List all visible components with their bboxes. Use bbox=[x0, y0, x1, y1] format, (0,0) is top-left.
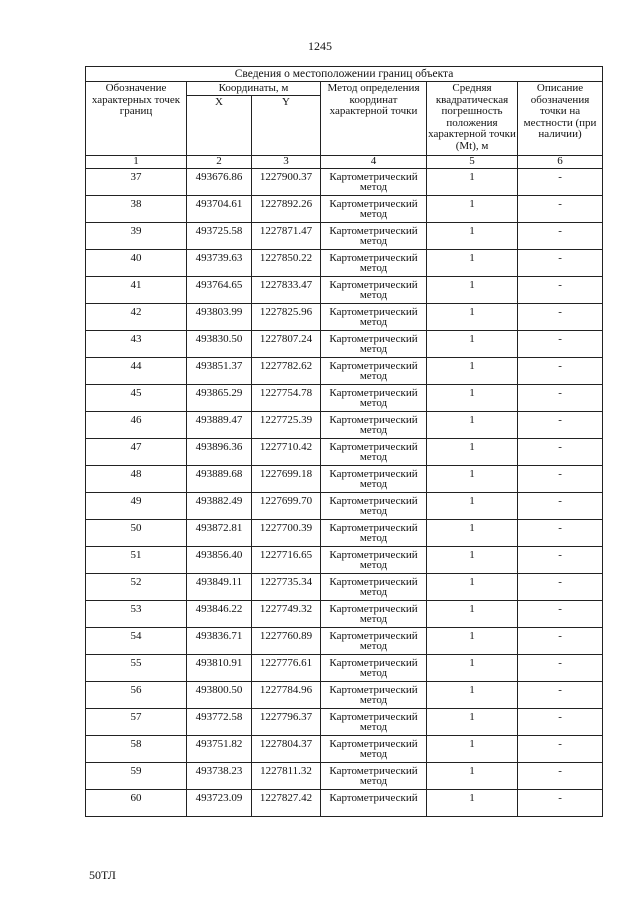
x-coordinate-cell: 493725.58 bbox=[187, 222, 252, 249]
accuracy-cell: 1 bbox=[427, 330, 518, 357]
table-row bbox=[86, 330, 603, 357]
point-cell: 48 bbox=[86, 465, 187, 492]
y-coordinate-cell: 1227850.22 bbox=[252, 249, 321, 276]
description-cell: - bbox=[518, 411, 603, 438]
column-number: 3 bbox=[252, 155, 321, 168]
point-cell: 47 bbox=[86, 438, 187, 465]
point-cell: 53 bbox=[86, 600, 187, 627]
point-cell: 54 bbox=[86, 627, 187, 654]
y-coordinate-cell: 1227784.96 bbox=[252, 681, 321, 708]
method-cell: Картометрический метод bbox=[321, 519, 427, 546]
y-coordinate-cell: 1227892.26 bbox=[252, 195, 321, 222]
x-coordinate-cell: 493810.91 bbox=[187, 654, 252, 681]
table-caption: Сведения о местоположении границ объекта bbox=[86, 67, 603, 82]
description-cell: - bbox=[518, 249, 603, 276]
table-row bbox=[86, 303, 603, 330]
point-cell: 58 bbox=[86, 735, 187, 762]
header-coords: Координаты, м bbox=[187, 82, 321, 96]
table-row bbox=[86, 249, 603, 276]
accuracy-cell: 1 bbox=[427, 168, 518, 195]
description-cell: - bbox=[518, 681, 603, 708]
description-cell: - bbox=[518, 465, 603, 492]
description-cell: - bbox=[518, 168, 603, 195]
accuracy-cell: 1 bbox=[427, 654, 518, 681]
method-cell: Картометрический метод bbox=[321, 357, 427, 384]
header-y: Y bbox=[252, 95, 321, 155]
y-coordinate-cell: 1227807.24 bbox=[252, 330, 321, 357]
accuracy-cell: 1 bbox=[427, 384, 518, 411]
method-cell: Картометрический метод bbox=[321, 222, 427, 249]
point-cell: 55 bbox=[86, 654, 187, 681]
method-cell: Картометрический метод bbox=[321, 195, 427, 222]
y-coordinate-cell: 1227827.42 bbox=[252, 789, 321, 816]
x-coordinate-cell: 493896.36 bbox=[187, 438, 252, 465]
table-row bbox=[86, 708, 603, 735]
point-cell: 45 bbox=[86, 384, 187, 411]
x-coordinate-cell: 493889.47 bbox=[187, 411, 252, 438]
table-row bbox=[86, 438, 603, 465]
description-cell: - bbox=[518, 222, 603, 249]
y-coordinate-cell: 1227811.32 bbox=[252, 762, 321, 789]
point-cell: 46 bbox=[86, 411, 187, 438]
table-row bbox=[86, 762, 603, 789]
y-coordinate-cell: 1227776.61 bbox=[252, 654, 321, 681]
point-cell: 50 bbox=[86, 519, 187, 546]
x-coordinate-cell: 493882.49 bbox=[187, 492, 252, 519]
y-coordinate-cell: 1227716.65 bbox=[252, 546, 321, 573]
description-cell: - bbox=[518, 627, 603, 654]
description-cell: - bbox=[518, 492, 603, 519]
header-x: X bbox=[187, 95, 252, 155]
table-row bbox=[86, 195, 603, 222]
x-coordinate-cell: 493704.61 bbox=[187, 195, 252, 222]
description-cell: - bbox=[518, 789, 603, 816]
point-cell: 60 bbox=[86, 789, 187, 816]
accuracy-cell: 1 bbox=[427, 249, 518, 276]
x-coordinate-cell: 493800.50 bbox=[187, 681, 252, 708]
x-coordinate-cell: 493803.99 bbox=[187, 303, 252, 330]
accuracy-cell: 1 bbox=[427, 600, 518, 627]
point-cell: 41 bbox=[86, 276, 187, 303]
footer-code: 50ТЛ bbox=[89, 868, 116, 882]
x-coordinate-cell: 493723.09 bbox=[187, 789, 252, 816]
header-accuracy: Средняя квадратическая погрешность положения характерной точки (Mt), м bbox=[427, 82, 518, 156]
accuracy-cell: 1 bbox=[427, 789, 518, 816]
table-row bbox=[86, 654, 603, 681]
method-cell: Картометрический метод bbox=[321, 654, 427, 681]
y-coordinate-cell: 1227900.37 bbox=[252, 168, 321, 195]
accuracy-cell: 1 bbox=[427, 195, 518, 222]
table-row bbox=[86, 276, 603, 303]
method-cell: Картометрический метод bbox=[321, 384, 427, 411]
point-cell: 42 bbox=[86, 303, 187, 330]
accuracy-cell: 1 bbox=[427, 357, 518, 384]
description-cell: - bbox=[518, 303, 603, 330]
point-cell: 38 bbox=[86, 195, 187, 222]
y-coordinate-cell: 1227796.37 bbox=[252, 708, 321, 735]
table-row bbox=[86, 573, 603, 600]
accuracy-cell: 1 bbox=[427, 492, 518, 519]
table-row bbox=[86, 627, 603, 654]
y-coordinate-cell: 1227804.37 bbox=[252, 735, 321, 762]
y-coordinate-cell: 1227760.89 bbox=[252, 627, 321, 654]
table-row bbox=[86, 384, 603, 411]
table-row bbox=[86, 546, 603, 573]
description-cell: - bbox=[518, 330, 603, 357]
accuracy-cell: 1 bbox=[427, 573, 518, 600]
column-number-row bbox=[86, 155, 603, 168]
accuracy-cell: 1 bbox=[427, 735, 518, 762]
header-method: Метод определения координат характерной точки bbox=[321, 82, 427, 156]
y-coordinate-cell: 1227725.39 bbox=[252, 411, 321, 438]
table-row bbox=[86, 357, 603, 384]
accuracy-cell: 1 bbox=[427, 708, 518, 735]
table-row bbox=[86, 600, 603, 627]
point-cell: 51 bbox=[86, 546, 187, 573]
accuracy-cell: 1 bbox=[427, 465, 518, 492]
x-coordinate-cell: 493865.29 bbox=[187, 384, 252, 411]
method-cell: Картометрический метод bbox=[321, 708, 427, 735]
column-number: 6 bbox=[518, 155, 603, 168]
method-cell: Картометрический метод bbox=[321, 303, 427, 330]
point-cell: 59 bbox=[86, 762, 187, 789]
method-cell: Картометрический метод bbox=[321, 762, 427, 789]
table-row bbox=[86, 789, 603, 816]
method-cell: Картометрический bbox=[321, 789, 427, 816]
point-cell: 57 bbox=[86, 708, 187, 735]
description-cell: - bbox=[518, 276, 603, 303]
accuracy-cell: 1 bbox=[427, 411, 518, 438]
x-coordinate-cell: 493889.68 bbox=[187, 465, 252, 492]
accuracy-cell: 1 bbox=[427, 681, 518, 708]
method-cell: Картометрический метод bbox=[321, 168, 427, 195]
description-cell: - bbox=[518, 384, 603, 411]
table-row bbox=[86, 222, 603, 249]
point-cell: 49 bbox=[86, 492, 187, 519]
y-coordinate-cell: 1227710.42 bbox=[252, 438, 321, 465]
point-cell: 44 bbox=[86, 357, 187, 384]
y-coordinate-cell: 1227833.47 bbox=[252, 276, 321, 303]
point-cell: 37 bbox=[86, 168, 187, 195]
method-cell: Картометрический метод bbox=[321, 573, 427, 600]
table-row bbox=[86, 492, 603, 519]
x-coordinate-cell: 493764.65 bbox=[187, 276, 252, 303]
description-cell: - bbox=[518, 357, 603, 384]
method-cell: Картометрический метод bbox=[321, 627, 427, 654]
method-cell: Картометрический метод bbox=[321, 411, 427, 438]
table-row bbox=[86, 735, 603, 762]
table-body bbox=[86, 168, 603, 816]
x-coordinate-cell: 493851.37 bbox=[187, 357, 252, 384]
description-cell: - bbox=[518, 600, 603, 627]
x-coordinate-cell: 493836.71 bbox=[187, 627, 252, 654]
y-coordinate-cell: 1227735.34 bbox=[252, 573, 321, 600]
method-cell: Картометрический метод bbox=[321, 546, 427, 573]
accuracy-cell: 1 bbox=[427, 438, 518, 465]
method-cell: Картометрический метод bbox=[321, 276, 427, 303]
y-coordinate-cell: 1227699.70 bbox=[252, 492, 321, 519]
description-cell: - bbox=[518, 438, 603, 465]
method-cell: Картометрический метод bbox=[321, 465, 427, 492]
method-cell: Картометрический метод bbox=[321, 492, 427, 519]
table-row bbox=[86, 465, 603, 492]
table-row bbox=[86, 519, 603, 546]
x-coordinate-cell: 493738.23 bbox=[187, 762, 252, 789]
y-coordinate-cell: 1227754.78 bbox=[252, 384, 321, 411]
accuracy-cell: 1 bbox=[427, 519, 518, 546]
method-cell: Картометрический метод bbox=[321, 438, 427, 465]
x-coordinate-cell: 493846.22 bbox=[187, 600, 252, 627]
method-cell: Картометрический метод bbox=[321, 600, 427, 627]
x-coordinate-cell: 493739.63 bbox=[187, 249, 252, 276]
accuracy-cell: 1 bbox=[427, 762, 518, 789]
description-cell: - bbox=[518, 546, 603, 573]
table-row bbox=[86, 681, 603, 708]
table-row bbox=[86, 411, 603, 438]
y-coordinate-cell: 1227782.62 bbox=[252, 357, 321, 384]
description-cell: - bbox=[518, 195, 603, 222]
point-cell: 43 bbox=[86, 330, 187, 357]
method-cell: Картометрический метод bbox=[321, 735, 427, 762]
point-cell: 39 bbox=[86, 222, 187, 249]
x-coordinate-cell: 493676.86 bbox=[187, 168, 252, 195]
point-cell: 52 bbox=[86, 573, 187, 600]
x-coordinate-cell: 493751.82 bbox=[187, 735, 252, 762]
accuracy-cell: 1 bbox=[427, 222, 518, 249]
description-cell: - bbox=[518, 735, 603, 762]
accuracy-cell: 1 bbox=[427, 627, 518, 654]
x-coordinate-cell: 493830.50 bbox=[187, 330, 252, 357]
x-coordinate-cell: 493856.40 bbox=[187, 546, 252, 573]
accuracy-cell: 1 bbox=[427, 303, 518, 330]
description-cell: - bbox=[518, 519, 603, 546]
column-number: 4 bbox=[321, 155, 427, 168]
method-cell: Картометрический метод bbox=[321, 330, 427, 357]
accuracy-cell: 1 bbox=[427, 276, 518, 303]
page-number: 1245 bbox=[308, 39, 332, 53]
y-coordinate-cell: 1227699.18 bbox=[252, 465, 321, 492]
point-cell: 40 bbox=[86, 249, 187, 276]
header-description: Описание обозначения точки на местности (при наличии) bbox=[518, 82, 603, 156]
description-cell: - bbox=[518, 762, 603, 789]
method-cell: Картометрический метод bbox=[321, 249, 427, 276]
column-number: 5 bbox=[427, 155, 518, 168]
column-number: 1 bbox=[86, 155, 187, 168]
point-cell: 56 bbox=[86, 681, 187, 708]
description-cell: - bbox=[518, 573, 603, 600]
y-coordinate-cell: 1227825.96 bbox=[252, 303, 321, 330]
y-coordinate-cell: 1227749.32 bbox=[252, 600, 321, 627]
description-cell: - bbox=[518, 654, 603, 681]
y-coordinate-cell: 1227871.47 bbox=[252, 222, 321, 249]
table-row bbox=[86, 168, 603, 195]
x-coordinate-cell: 493849.11 bbox=[187, 573, 252, 600]
column-number: 2 bbox=[187, 155, 252, 168]
method-cell: Картометрический метод bbox=[321, 681, 427, 708]
accuracy-cell: 1 bbox=[427, 546, 518, 573]
boundary-coordinates-table bbox=[85, 66, 603, 817]
description-cell: - bbox=[518, 708, 603, 735]
x-coordinate-cell: 493872.81 bbox=[187, 519, 252, 546]
x-coordinate-cell: 493772.58 bbox=[187, 708, 252, 735]
header-point: Обозначение характерных точек границ bbox=[86, 82, 187, 156]
y-coordinate-cell: 1227700.39 bbox=[252, 519, 321, 546]
